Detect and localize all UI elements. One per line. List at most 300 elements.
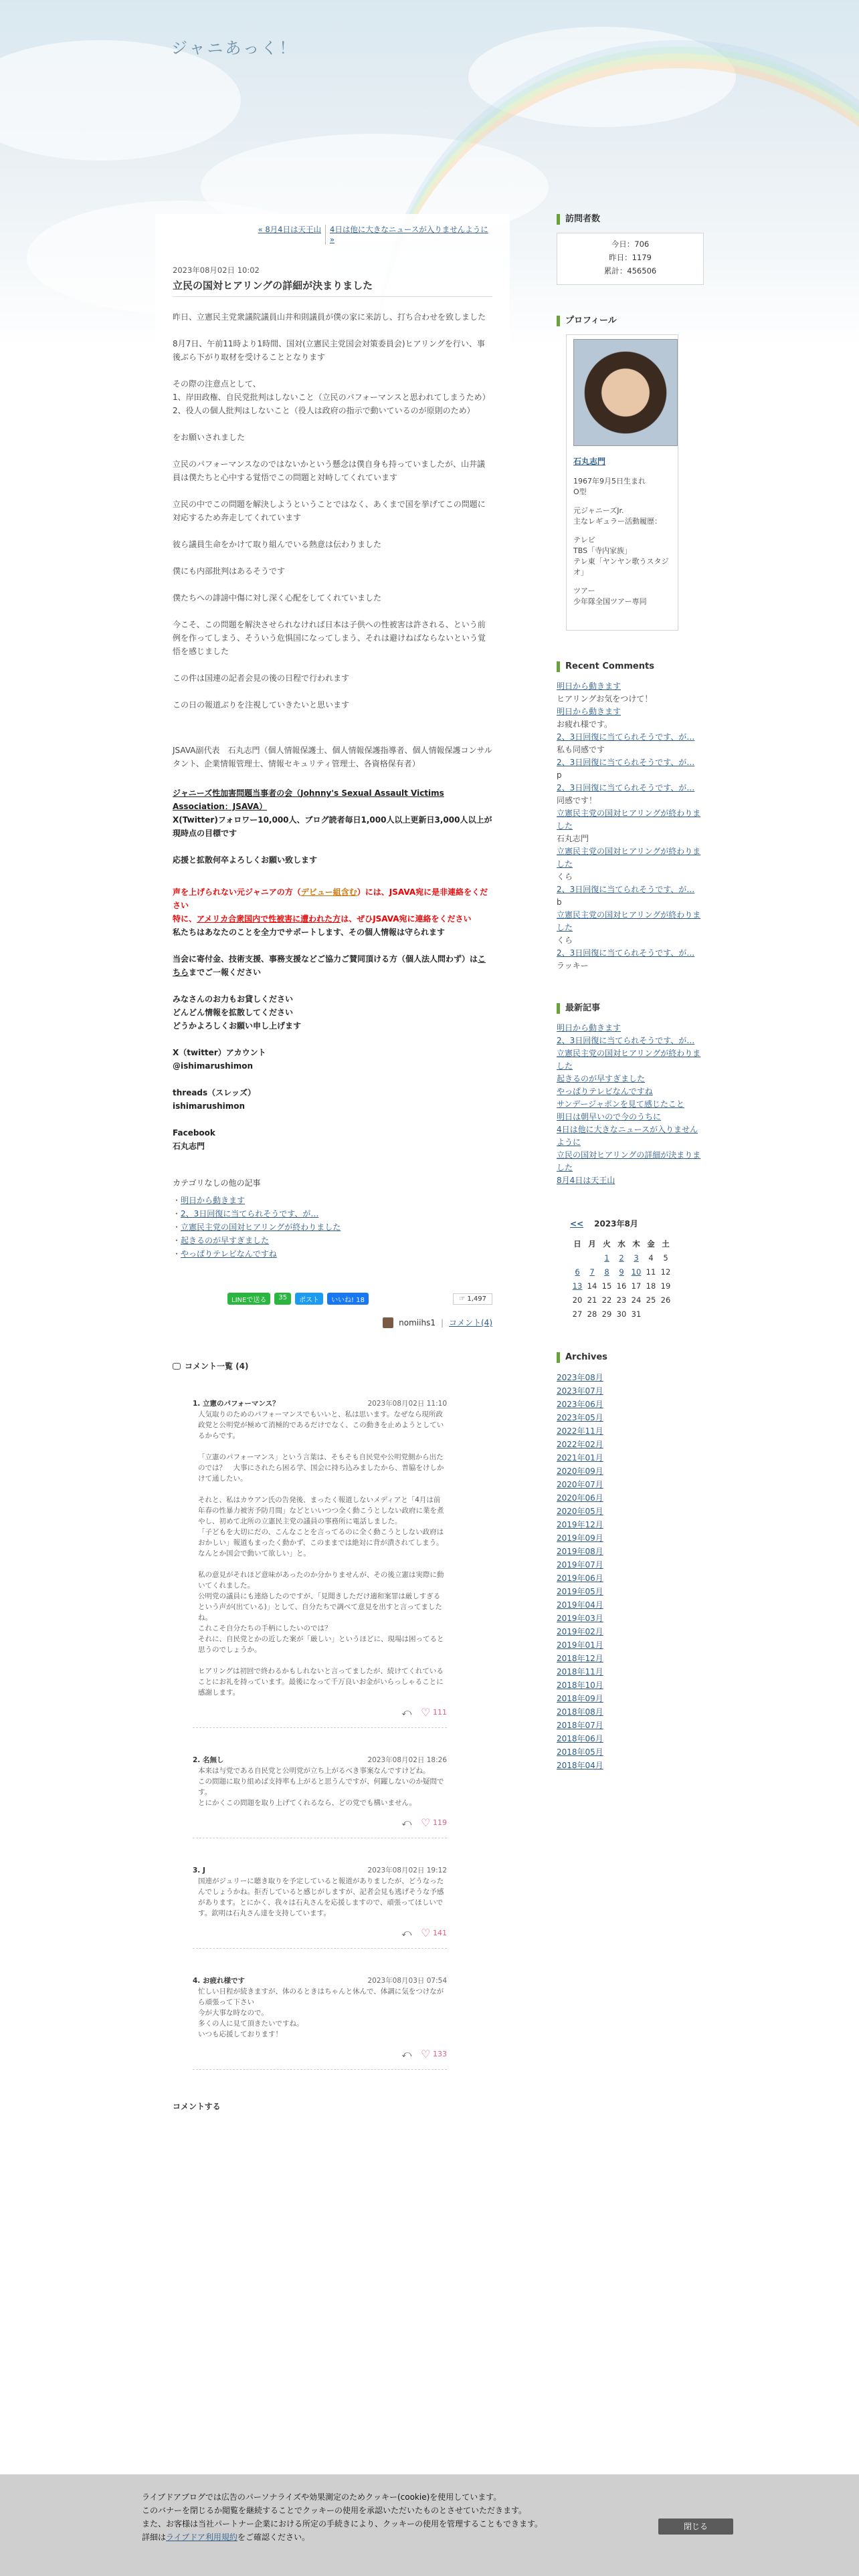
account-x-label: X（twitter）アカウント [173,1048,266,1057]
recent-comment-article-link[interactable]: 明日から動きます [557,681,622,691]
calendar-day-link[interactable]: 8 [604,1267,609,1277]
calendar-day-number: 26 [660,1295,671,1305]
post-paragraph: 僕にも内部批判はあるそうです [173,566,286,576]
calendar-weekday: 木 [632,1239,640,1249]
calendar-day-number: 25 [646,1295,656,1305]
list-item [557,1638,704,1652]
profile-name[interactable]: 石丸志門 [573,457,606,466]
archive-link[interactable]: 2018年10月 [557,1681,603,1690]
archive-link[interactable]: 2018年09月 [557,1694,603,1703]
calendar-day [658,1265,673,1279]
calendar-day [614,1279,629,1293]
cookie-detail-a: 詳細は [142,2533,167,2542]
list-item [557,1759,704,1772]
calendar-day-number: 15 [601,1281,612,1291]
account-fb-label: Facebook [173,1128,215,1138]
latest-post-link[interactable]: 起きるのが早すぎました [557,1074,646,1083]
calendar-day-number: 21 [587,1295,597,1305]
calendar-day-link[interactable]: 7 [589,1267,595,1277]
calendar-day [585,1293,599,1307]
calendar-prev-link[interactable]: << [570,1218,584,1228]
red-notice-1b: ）には、JSAVA宛に是非連絡をください [173,887,488,910]
latest-post-link[interactable]: やっぱりテレビなんですね [557,1087,653,1096]
archive-link[interactable]: 2023年05月 [557,1413,603,1422]
like-count: 133 [433,2050,447,2058]
recent-comment-article-link[interactable]: 立憲民主党の国対ヒアリングが終わりました [557,847,701,869]
calendar-day [629,1265,644,1279]
like-button[interactable] [421,1707,447,1718]
calendar-day-number: 16 [616,1281,627,1291]
follower-goal: X(Twitter)フォロワー10,000人、ブログ読者毎日1,000人以上更新日3,000人以上が現時点の目標です [173,815,492,838]
comment-icon [173,1363,181,1370]
archives-widget [557,1352,704,1772]
list-item [557,756,704,769]
comment-item [193,1975,447,2070]
archive-link[interactable]: 2022年11月 [557,1426,603,1436]
calendar-day-link[interactable]: 2 [619,1253,624,1263]
list-item [557,1491,704,1505]
post-paragraph: 彼ら議員生命をかけて取り組んでいる熱意は伝わりました [173,540,382,549]
calendar-day [629,1307,644,1321]
calendar-day [570,1293,585,1307]
profile-info: テレビ TBS「寺内家族」 テレ東「ヤンヤン歌うスタジオ」 [573,536,669,576]
calendar-weekday: 日 [573,1239,581,1249]
related-title: カテゴリなしの他の記事 [173,1178,261,1188]
calendar-day-number: 27 [572,1309,583,1319]
list-item [557,1035,704,1047]
archive-link[interactable]: 2020年09月 [557,1467,603,1476]
calendar-day [614,1265,629,1279]
post-paragraph: 立民のパフォーマンスなのではないかという懸念は僕自身も持っていましたが、山井議員は僕たちと心中する覚悟でこの問題と対峙してくれています [173,459,486,482]
comment-paragraph: 本来は与党である自民党と公明党が立ち上がるべき事案なんですけどね。 この問題に取り組めば支持率も上がると思うんですが、何躍しないのか疑問です。 とにかくこの問題を取り上げてくれるなら、どの党でも構いません。 [198,1767,444,1807]
list-item [173,1220,492,1234]
calendar-day-link[interactable]: 6 [575,1267,580,1277]
cookie-line-1: ライブドアブログでは広告のパーソナライズや効果測定のためクッキー(cookie)を使用しています。 [142,2492,502,2502]
latest-post-link[interactable]: 2、3日回復に当てられそうです、が… [557,1036,695,1045]
post-paragraphs [173,310,492,770]
latest-posts-widget [557,1003,704,1187]
comment-title: 4. お疲れ様です [193,1977,245,1985]
calendar-day [614,1293,629,1307]
comments-link[interactable]: コメント(4) [449,1318,492,1327]
latest-posts-list [557,1022,704,1187]
terms-link[interactable]: ライブドア利用規約 [166,2533,237,2542]
donate-text-b: までご一報ください [189,968,262,977]
recent-comment-article-link[interactable]: 2、3日回復に当てられそうです、が… [557,885,695,894]
archive-link[interactable]: 2020年05月 [557,1507,603,1516]
list-item [557,1123,704,1149]
support-text: 応援と拡散何卒よろしくお願い致します [173,855,318,865]
archive-link[interactable]: 2021年01月 [557,1453,603,1463]
post-paragraph: 立民の中でこの問題を解決しようということではなく、あくまで国を挙げてこの問題に対応するため奔走してくれています [173,500,486,522]
archive-link[interactable]: 2019年03月 [557,1614,603,1623]
list-item [557,782,704,794]
list-item [557,1545,704,1558]
tweet-button[interactable]: ポスト [295,1293,323,1305]
list-item [557,1098,704,1111]
list-item [557,718,704,731]
calendar-day-number: 11 [646,1267,656,1277]
archive-link[interactable]: 2019年01月 [557,1640,603,1650]
comment-form-heading: コメントする [173,2102,221,2111]
calendar-day [644,1265,658,1279]
latest-post-link[interactable]: 立民の国対ヒアリングの詳細が決まりました [557,1150,701,1172]
list-item [173,1207,492,1220]
list-item [557,1518,704,1531]
list-item [557,1732,704,1745]
like-count: 141 [433,1929,447,1937]
list-item [557,1371,704,1384]
calendar-day [629,1279,644,1293]
widget-title: プロフィール [557,316,704,326]
account-threads-label: threads（スレッズ） [173,1088,256,1097]
archives-list [557,1371,704,1772]
comment-actions [193,1707,447,1728]
recent-comment-article-link[interactable]: 2、3日回復に当てられそうです、が… [557,732,695,742]
post-paragraph: 8月7日、午前11時より1時間、国対(立憲民主党国会対策委員会)ヒアリングを行い、事後ぶら下がり取材を受けることとなります [173,339,485,362]
us-victims-link[interactable]: アメリカ合衆国内で性被害に遭われた方 [197,914,341,924]
comment-paragraph: それと、私はカウアン氏の告発後、まったく報道しないメディアと「4月は前年春の性暴力被害予防月間」などといいつつ全く動こうとしない政府に業を煮やし、初めて北所の立憲民主党の議員の事務所に電話しました。 「子どもを大切にだの、こんなことを言ってるのに全く動こうとしない政府はおかしい」報道もまったく動かず、このままでは絶対に背が潰されてしまう。なんとか国会で動いて欲しい」と。 [198,1496,444,1558]
recent-comment-article-link[interactable]: 立憲民主党の国対ヒアリングが終わりました [557,910,701,932]
recent-comment-author: 私も同感です [557,745,605,754]
comment-paragraph: 私の意見がそれほど意味があったのか分かりませんが、その後立憲は実際に動いてくれました。 公明党の議員にも連絡したのですが、「見聞きしただけ適和案罪は厳しすぎるという声が(出ている)」として、自分たちで調べて意見を出すと言ってましたね。 これこそ自分たちの手柄にしたいのでは？ それに、自民党とかの近した案が「厳しい」というほどに、現場は困ってると思うのでしょうか。 [198,1571,444,1654]
list-item [557,1719,704,1732]
list-item [557,1022,704,1035]
calendar-day [599,1251,614,1265]
list-item [557,1411,704,1424]
calendar-day-number: 19 [660,1281,671,1291]
author-name: nomiihs1 [399,1317,436,1327]
related-link[interactable]: 起きるのが早すぎました [181,1236,270,1245]
visitors-yesterday: 昨日：1179 [609,253,652,262]
list-item [557,1478,704,1491]
comment-header [193,1755,447,1765]
post-paragraph: この件は国連の記者会見の後の日程で行われます [173,673,350,683]
closing-1: みなさんのお力もお貸しください [173,994,294,1004]
calendar-weekday: 月 [588,1239,596,1249]
facebook-like-button[interactable]: いいね! 18 [327,1293,369,1305]
list-item [557,693,704,706]
archive-link[interactable]: 2018年08月 [557,1707,603,1717]
comment-list [173,1398,492,2070]
site-title[interactable]: ジャニあっく！ [171,39,298,58]
heart-icon: ♡ [421,1927,431,1939]
archive-link[interactable]: 2019年02月 [557,1627,603,1636]
cookie-line-2: このバナーを閉じるか閲覧を継続することでクッキーの使用を承認いただいたものとさせていただきます。 [142,2506,527,2515]
latest-post-link[interactable]: 明日は朝早いので今のうちに [557,1112,662,1121]
calendar-weekday: 土 [662,1239,670,1249]
like-count: 111 [433,1708,447,1717]
calendar-day [570,1265,585,1279]
archive-link[interactable]: 2019年05月 [557,1587,603,1596]
cookie-detail-b: をご確認ください。 [237,2533,310,2542]
calendar-day-number: 28 [587,1309,597,1319]
calendar-day [644,1307,658,1321]
main-content [155,214,510,2125]
post-paragraph: 今こそ、この問題を解決させられなければ日本は子供への性被害は許される、という前例を作ってしまう、そういう危惧国になってしまう、それは避けねばならないという覚悟を感じました [173,620,486,656]
list-item [557,769,704,782]
visitors-today: 今日：706 [611,239,650,249]
list-item [557,1558,704,1572]
list-item [557,960,704,972]
calendar-day [614,1251,629,1265]
widget-title: 最新記事 [557,1003,704,1014]
donate-text-a: 当会に寄付金、技術支援、事務支援などご協力ご賛同頂ける方（個人法人問わず）は [173,954,478,964]
list-item [173,1247,492,1261]
comment-title: 2. 名無し [193,1756,224,1764]
recent-comment-article-link[interactable]: 2、3日回復に当てられそうです、が… [557,948,695,958]
comment-paragraph: 国連がジュリーに聴き取りを予定していると報道がありましたが、どうなったんでしょうかね。拒否していると感じがしますが、記者会見も逃げそうな予感があります。とにかく、我々は石丸さんを応援しますので、頑張ってほしいです。欽明は石丸さん達を支持しています。 [198,1877,444,1917]
comment-text [193,1876,447,1919]
heart-icon: ♡ [421,1816,431,1829]
related-link[interactable]: やっぱりテレビなんですね [181,1249,277,1259]
profile-info: 1967年9月5日生まれ O型 [573,477,646,496]
share-bar [173,1293,492,1305]
calendar-day [644,1251,658,1265]
post-date: 2023年08月02日 10:02 [173,265,260,275]
comment-paragraph: ヒアリングは初回で終わるかもしれないと言ってましたが、続けてくれていることにお礼を持っています。最後になって千万良いお金がいらっしゃることに感謝します。 [198,1667,444,1697]
calendar-day [599,1265,614,1279]
list-item [557,934,704,947]
author-line: nomiihs1 | コメント(4) [173,1317,492,1328]
calendar-day [585,1265,599,1279]
list-item [557,1505,704,1518]
post-paragraph: 僕たちへの誹謗中傷に対し深く心配をしてくれていました [173,593,382,603]
calendar-day-number: 14 [587,1281,597,1291]
calendar-day-number: 31 [631,1309,642,1319]
widget-title: Recent Comments [557,661,704,672]
prev-article-link[interactable]: « 8月4日は天王山 [258,225,321,234]
account-fb-handle: 石丸志門 [173,1142,205,1151]
calendar-day-number: 30 [616,1309,627,1319]
comment-text [193,1765,447,1808]
widget-title: 訪問者数 [557,214,704,225]
profile-info: ツアー 少年隊全国ツアー専同 [573,586,647,606]
latest-post-link[interactable]: サンデージャポンを見て感じたこと [557,1099,684,1109]
calendar-day-link[interactable]: 13 [572,1281,583,1291]
archive-link[interactable]: 2019年12月 [557,1520,603,1529]
archive-link[interactable]: 2018年06月 [557,1734,603,1743]
line-share-button[interactable]: LINEで送る [227,1293,270,1305]
list-item [557,1384,704,1398]
like-button[interactable] [421,1928,447,1939]
calendar-day-number: 24 [631,1295,642,1305]
author-avatar [383,1317,393,1328]
comment-title: 1. 立憲のパフォーマンス？ [193,1400,280,1408]
debut-link[interactable]: デビュー組含む [300,887,357,897]
list-item [557,947,704,960]
recent-comment-article-link[interactable]: 明日から動きます [557,707,622,716]
calendar-day-link[interactable]: 3 [634,1253,639,1263]
calendar-day [585,1307,599,1321]
calendar-day-number: 29 [601,1309,612,1319]
archive-link[interactable]: 2023年06月 [557,1400,603,1409]
calendar-day [599,1279,614,1293]
list-item [557,731,704,744]
calendar-day-link[interactable]: 9 [619,1267,624,1277]
archive-link[interactable]: 2019年06月 [557,1574,603,1583]
org-link[interactable]: ジャニーズ性加害問題当事者の会（Johnny's Sexual Assault Victims Association：JSAVA） [173,788,444,811]
list-item [557,1047,704,1073]
list-item [557,1085,704,1098]
list-item [557,1451,704,1465]
recent-comment-author: p [557,770,562,780]
comment-item [193,1398,447,1728]
comment-paragraph: 忙しい日程が続きますが、体のるときはちゃんと休んで、体調に気をつけながら頑張って下さい 今が大事な時なので。 多くの人に見て頂きたいですね。 いつも応援しております！ [198,1988,444,2038]
comment-item [193,1755,447,1838]
calendar-day-number: 22 [601,1295,612,1305]
comment-actions [193,2049,447,2070]
list-item [557,1652,704,1665]
calendar-title: 2023年8月 [594,1219,638,1228]
list-item [557,680,704,693]
archive-link[interactable]: 2018年07月 [557,1721,603,1730]
heart-icon: ♡ [421,2048,431,2060]
latest-post-link[interactable]: 4日は他に大きなニュースが入りませんように [557,1125,698,1147]
calendar-table [570,1237,673,1321]
red-notice-1a: 声を上げられない元ジャニアの方（ [173,887,301,897]
comment-header [193,1865,447,1876]
calendar-day [658,1279,673,1293]
comment-item [193,1865,447,1949]
calendar-day-number: 12 [660,1267,671,1277]
comment-title: 3. J [193,1866,205,1874]
list-item [557,1585,704,1598]
review-counter[interactable]: ☞ 1,497 [453,1293,492,1305]
archive-link[interactable]: 2018年04月 [557,1761,603,1770]
reply-icon[interactable]: ⤺ [401,1818,412,1828]
archive-link[interactable]: 2018年12月 [557,1654,603,1663]
calendar-day [629,1251,644,1265]
post-title: 立民の国対ヒアリングの詳細が決まりました [173,278,492,297]
archive-link[interactable]: 2018年05月 [557,1747,603,1757]
cookie-close-button[interactable]: 閉じる [658,2518,733,2535]
reply-icon[interactable]: ⤺ [401,1707,412,1718]
recent-comment-author: くら [557,936,573,945]
calendar-day [570,1307,585,1321]
cookie-banner [0,2474,859,2576]
comment-actions [193,1818,447,1838]
list-item [557,1149,704,1174]
cookie-line-3: また、お客様は当社パートナー企業における所定の手続きにより、クッキーの使用を管理することもできます。 [142,2519,543,2529]
archive-link[interactable]: 2020年06月 [557,1493,603,1503]
post-paragraph: 昨日、立憲民主党衆議院議員山井和則議員が僕の家に来訪し、打ち合わせを致しました [173,312,486,322]
calendar-day-number: 5 [663,1253,668,1263]
latest-post-link[interactable]: 立憲民主党の国対ヒアリングが終わりました [557,1049,701,1071]
closing-3: どうかよろしくお願い申し上げます [173,1021,302,1031]
visitors-widget [557,214,704,285]
closing-2: どんどん情報を拡散してください [173,1008,294,1017]
comment-date: 2023年08月02日 11:10 [367,1400,447,1408]
comments-count: コメント一覧 (4) [185,1362,249,1371]
list-item [557,1111,704,1123]
recent-comment-article-link[interactable]: 立憲民主党の国対ヒアリングが終わりました [557,809,701,831]
list-item [557,1679,704,1692]
list-item [557,1073,704,1085]
comment-date: 2023年08月03日 07:54 [367,1977,447,1985]
recent-comment-article-link[interactable]: 2、3日回復に当てられそうです、が… [557,758,695,767]
calendar-day-link[interactable]: 1 [604,1253,609,1263]
donate-link[interactable]: こちら [173,954,486,977]
like-button[interactable] [421,2049,447,2060]
post-paragraph: JSAVA副代表 石丸志門（個人情報保護士、個人情報保護指導者、個人情報保護コンサルタント、企業情報管理士、情報セキュリティ管理士、各資格保有者） [173,746,492,768]
latest-post-link[interactable]: 8月4日は天王山 [557,1176,615,1185]
calendar-day [570,1251,585,1265]
list-item [557,833,704,845]
related-list [173,1194,492,1261]
list-item [557,1705,704,1719]
comment-actions [193,1928,447,1949]
archive-link[interactable]: 2019年07月 [557,1560,603,1570]
recent-comment-author: お疲れ様です。 [557,720,613,729]
recent-comment-author: 石丸志門 [557,834,589,843]
recent-comment-article-link[interactable]: 2、3日回復に当てられそうです、が… [557,783,695,792]
comment-header [193,1398,447,1409]
calendar-day [644,1293,658,1307]
archive-link[interactable]: 2023年07月 [557,1386,603,1396]
like-button[interactable] [421,1818,447,1828]
recent-comment-author: ヒアリングお気をつけて！ [557,694,653,704]
archive-link[interactable]: 2022年02月 [557,1440,603,1449]
widget-title: Archives [557,1352,704,1363]
post-paragraph: をお願いされました [173,433,246,442]
related-link[interactable]: 立憲民主党の国対ヒアリングが終わりました [181,1222,341,1232]
profile-photo [573,339,678,446]
list-item [557,1665,704,1679]
archive-link[interactable]: 2019年08月 [557,1547,603,1556]
related-link[interactable]: 2、3日回復に当てられそうです、が… [181,1209,319,1218]
privacy-text: 私たちはあなたのことを全力でサポートします、その個人情報は守られます [173,928,446,937]
list-item [557,1174,704,1187]
archive-link[interactable]: 2019年04月 [557,1600,603,1610]
recent-comment-author: 同感です！ [557,796,597,805]
sidebar [557,214,704,1803]
comment-paragraph: 人気取りのためのパフォーマンスでもいいと、私は思います。なぜなら現所政政党と公明党が極めて消極的であるだけでなく、この動きを止めようとしているからです。 [198,1410,444,1440]
recent-comment-author: くら [557,872,573,881]
list-item [557,1572,704,1585]
account-x-handle: @ishimarushimon [173,1061,254,1071]
list-item [557,871,704,883]
reply-icon[interactable]: ⤺ [401,2049,412,2060]
calendar-day-link[interactable]: 10 [631,1267,642,1277]
line-count-button[interactable]: 35 [274,1293,291,1305]
list-item [173,1234,492,1247]
archive-link[interactable]: 2019年09月 [557,1533,603,1543]
reply-icon[interactable]: ⤺ [401,1928,412,1939]
list-item [557,1625,704,1638]
archive-link[interactable]: 2018年11月 [557,1667,603,1677]
calendar-weekday: 水 [617,1239,626,1249]
comment-date: 2023年08月02日 18:26 [367,1756,447,1764]
calendar-day-number: 23 [616,1295,627,1305]
list-item [557,883,704,896]
calendar-day [629,1293,644,1307]
like-count: 119 [433,1818,447,1827]
archive-link[interactable]: 2020年07月 [557,1480,603,1489]
profile-text [573,476,671,607]
profile-info: 元ジャニーズJr. 主なレギュラー活動履歴： [573,506,662,526]
comment-text [193,1409,447,1698]
list-item [557,1438,704,1451]
related-link[interactable]: 明日から動きます [181,1196,246,1205]
next-article-link[interactable]: 4日は他に大きなニュースが入りませんように » [325,225,492,245]
archive-link[interactable]: 2023年08月 [557,1373,603,1382]
list-item [557,1598,704,1612]
list-item [173,1194,492,1207]
calendar-day-number: 18 [646,1281,656,1291]
calendar-weekday: 金 [647,1239,655,1249]
latest-post-link[interactable]: 明日から動きます [557,1023,622,1033]
